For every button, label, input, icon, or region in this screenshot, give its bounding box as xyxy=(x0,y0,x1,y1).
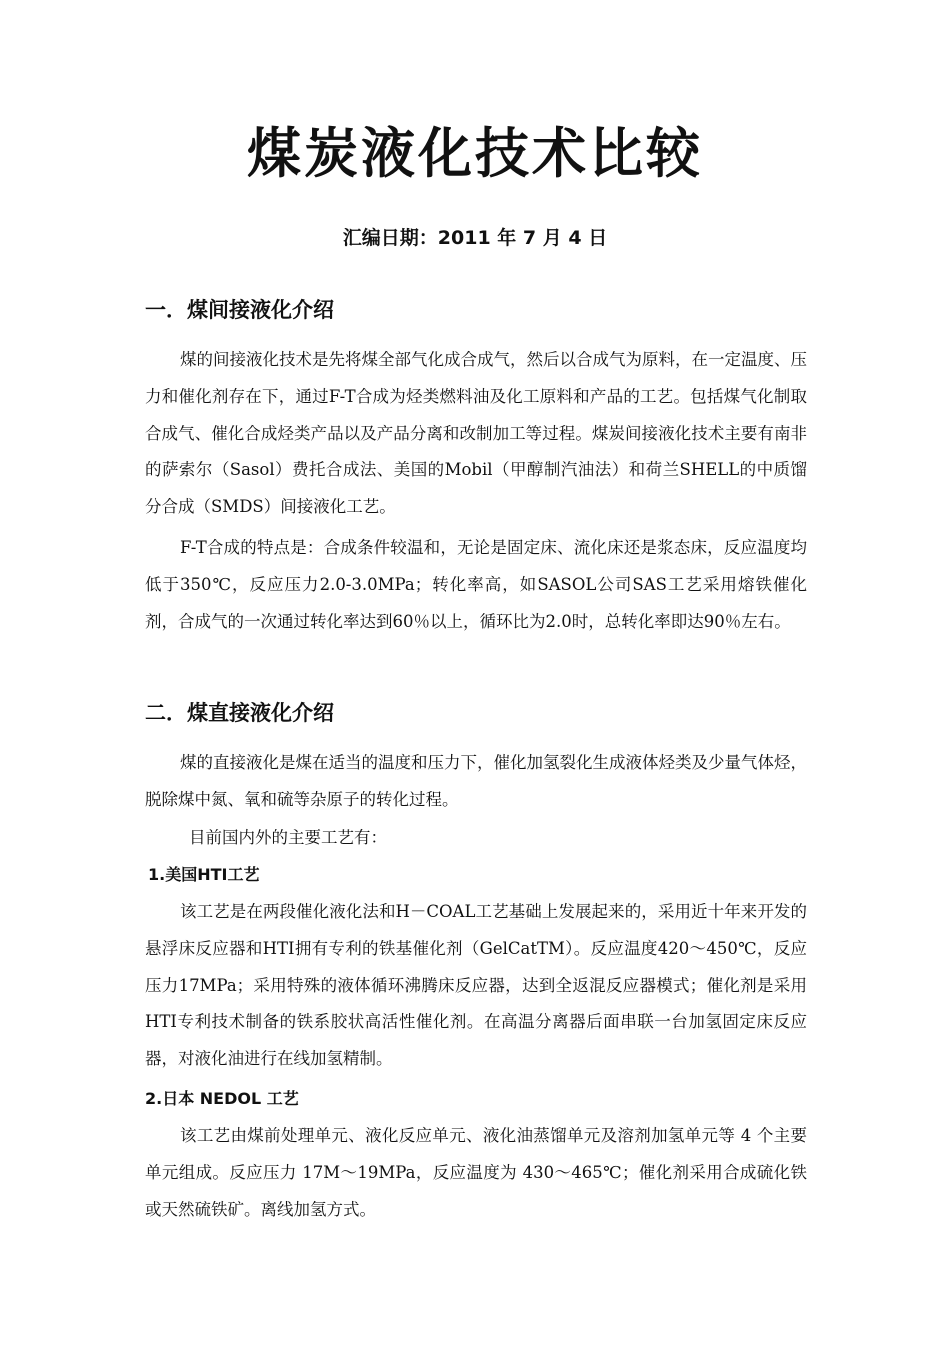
subsection-nedol-paragraph: 该工艺由煤前处理单元、液化反应单元、液化油蒸馏单元及溶剂加氢单元等 4 个主要单元组成。反应压力 17M～19MPa，反应温度为 430～465℃；催化剂采用合成硫化铁或天然硫铁矿。离线加氢方式。 xyxy=(145,1126,807,1219)
section-1-paragraph-2: F-T合成的特点是：合成条件较温和，无论是固定床、流化床还是浆态床，反应温度均低于350℃，反应压力2.0-3.0MPa；转化率高，如SASOL公司SAS工艺采用熔铁催化剂，合成气的一次通过转化率达到60％以上，循环比为2.0时，总转化率即达90％左右。 xyxy=(145,538,807,631)
section-1-heading: 一．煤间接液化介绍 xyxy=(145,298,334,322)
document-title: 煤炭液化技术比较 xyxy=(247,122,703,185)
compilation-date: 汇编日期：2011 年 7 月 4 日 xyxy=(342,227,608,249)
subsection-nedol-heading: 2.日本 NEDOL 工艺 xyxy=(145,1089,299,1108)
section-1-paragraph-1: 煤的间接液化技术是先将煤全部气化成合成气，然后以合成气为原料，在一定温度、压力和催化剂存在下，通过F-T合成为烃类燃料油及化工原料和产品的工艺。包括煤气化制取合成气、催化合成烃类产品以及产品分离和改制加工等过程。煤炭间接液化技术主要有南非的萨索尔（Sasol）费托合成法、美国的Mobil（甲醇制汽油法）和荷兰SHELL的中质馏分合成（SMDS）间接液化工艺。 xyxy=(145,350,807,517)
section-2-paragraph-1: 煤的直接液化是煤在适当的温度和压力下，催化加氢裂化生成液体烃类及少量气体烃，脱除煤中氮、氧和硫等杂原子的转化过程。 xyxy=(145,753,807,809)
subsection-hti-heading: 1.美国HTI工艺 xyxy=(148,865,260,884)
subsection-hti-paragraph: 该工艺是在两段催化液化法和H－COAL工艺基础上发展起来的，采用近十年来开发的悬浮床反应器和HTI拥有专利的铁基催化剂（GelCatTM）。反应温度420～450℃，反应压力17MPa；采用特殊的液体循环沸腾床反应器，达到全返混反应器模式；催化剂是采用HTI专利技术制备的铁系胶状高活性催化剂。在高温分离器后面串联一台加氢固定床反应器，对液化油进行在线加氢精制。 xyxy=(145,902,807,1069)
process-list-intro: 目前国内外的主要工艺有： xyxy=(189,828,387,847)
section-2-heading: 二．煤直接液化介绍 xyxy=(145,701,334,725)
